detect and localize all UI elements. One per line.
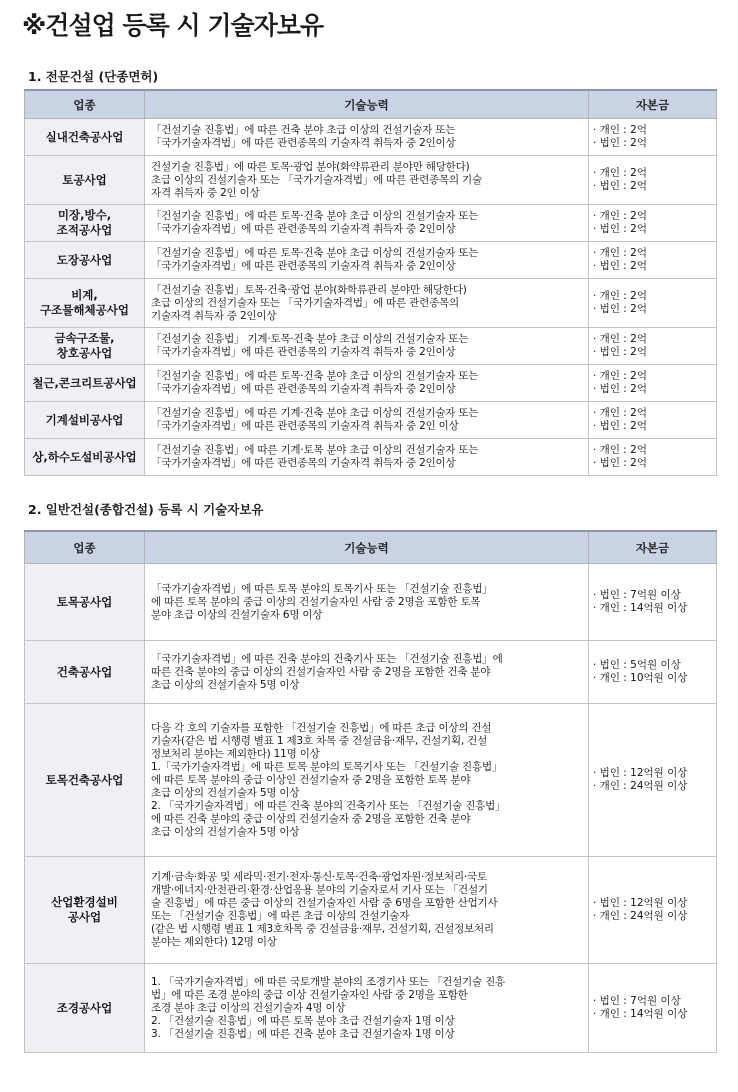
table-row <box>25 242 717 279</box>
industry-name: 건축공사업 <box>25 641 145 704</box>
header-capital: 자본금 <box>589 90 717 119</box>
table-header-row <box>25 531 717 564</box>
capital-requirement: · 법인 : 12억원 이상 · 개인 : 24억원 이상 <box>589 857 717 964</box>
table-row <box>25 365 717 402</box>
capital-requirement: · 법인 : 7억원 이상 · 개인 : 14억원 이상 <box>589 564 717 641</box>
industry-name: 토목건축공사업 <box>25 704 145 857</box>
table-row <box>25 564 717 641</box>
table-row <box>25 156 717 205</box>
table-row <box>25 439 717 476</box>
skill-requirement: 다음 각 호의 기술자를 포함한 「건설기술 진흥법」에 따른 초급 이상의 건설 기술자(같은 법 시행령 별표 1 제3호 차목 중 건설금융·재무, 건설기획, 건설 정보처리 분야는 제외한다) 11명 이상 1.「국가기술자격법」에 따른 토목 분야의 토목기사 또는 「건설기술 진흥법」 에 따른 토목 분야의 중급 이상인 건설기술자 중 2명을 포함한 토목 분야 초급 이상의 건설기술자 5명 이상 2. 「국가기술자격법」에 따른 건축 분야의 건축기사 또는 「건설기술 진흥법」 에 따른 건축 분야의 중급 이상의 건설기술자 중 2명을 포함한 건축 분야 초급 이상의 건설기술자 5명 이상 <box>145 704 589 857</box>
general-construction-table <box>24 530 717 1053</box>
skill-requirement: 「건설기술 진흥법」에 따른 토목·건축 분야 초급 이상의 건설기술자 또는 「국가기술자격법」에 따른 관련종목의 기술자격 취득자 중 2인이상 <box>145 242 589 279</box>
skill-requirement: 「건설기술 진흥법」토목·건축·광업 분야(화학류관리 분야만 해당한다) 초급 이상의 건설기술자 또는 「국가기술자격법」에 따른 관련종목의 기술자격 취득자 중 2인이상 <box>145 279 589 328</box>
capital-requirement: · 개인 : 2억 · 법인 : 2억 <box>589 439 717 476</box>
skill-requirement: 기계·금속·화공 및 세라믹·전기·전자·통신·토목·건축·광업자원·정보처리·국토 개발·에너지·안전관리·환경·산업응용 분야의 기술자로서 기사 또는 「건설기 술 진흥법」에 따른 중급 이상의 건설기술자인 사람 중 6명을 포함한 산업기사 또는 「건설기술 진흥법」에 따른 초급 이상의 건설기술자 (같은 법 시행령 별표 1 제3호차목 중 건설금융·재무, 건설기획, 건설정보처리 분야는 제외한다) 12명 이상 <box>145 857 589 964</box>
industry-name: 철근,콘크리트공사업 <box>25 365 145 402</box>
page-title: ※건설업 등록 시 기술자보유 <box>22 11 324 40</box>
capital-requirement: · 개인 : 2억 · 법인 : 2억 <box>589 402 717 439</box>
capital-requirement: · 개인 : 2억 · 법인 : 2억 <box>589 279 717 328</box>
skill-requirement: 「건설기술 진흥법」에 따른 토목·건축 분야 초급 이상의 건설기술자 또는 「국가기술자격법」에 따른 관련종목의 기술자격 취득자 중 2인이상 <box>145 365 589 402</box>
capital-requirement: · 개인 : 2억 · 법인 : 2억 <box>589 205 717 242</box>
table-row <box>25 279 717 328</box>
industry-name: 상,하수도설비공사업 <box>25 439 145 476</box>
section-title-general: 2. 일반건설(종합건설) 등록 시 기술자보유 <box>28 502 264 517</box>
capital-requirement: · 개인 : 2억 · 법인 : 2억 <box>589 328 717 365</box>
section-title-specialty: 1. 전문건설 (단종면허) <box>28 69 159 84</box>
table-row <box>25 328 717 365</box>
skill-requirement: 「건설기술 진흥법」에 따른 기계·건축 분야 초급 이상의 건설기술자 또는 「국가기술자격법」에 따른 관련종목의 기술자격 취득자 중 2인 이상 <box>145 402 589 439</box>
table-row <box>25 964 717 1053</box>
table-row <box>25 205 717 242</box>
table-row <box>25 119 717 156</box>
skill-requirement: 「건설기술 진흥법」에 따른 건축 분야 초급 이상의 건설기술자 또는 「국가기술자격법」에 따른 관련종목의 기술자격 취득자 중 2인이상 <box>145 119 589 156</box>
skill-requirement: 「국가기술자격법」에 따른 건축 분야의 건축기사 또는 「건설기술 진흥법」에 따른 건축 분야의 중급 이상의 건설기술자인 사람 중 2명을 포함한 건축 분야 초급 이상의 건설기술자 5명 이상 <box>145 641 589 704</box>
skill-requirement: 건설기술 진흥법」에 따른 토목·광업 분야(화약류관리 분야만 해당한다) 초급 이상의 건설기술자 또는 「국가기술자격법」에 따른 관련종목의 기술 자격 취득자 중 2인 이상 <box>145 156 589 205</box>
industry-name: 토공사업 <box>25 156 145 205</box>
capital-requirement: · 개인 : 2억 · 법인 : 2억 <box>589 156 717 205</box>
table-row <box>25 857 717 964</box>
capital-requirement: · 법인 : 12억원 이상 · 개인 : 24억원 이상 <box>589 704 717 857</box>
skill-requirement: 「국가기술자격법」에 따른 토목 분야의 토목기사 또는 「건설기술 진흥법」 에 따른 토목 분야의 중급 이상의 건설기술자인 사람 중 2명을 포함한 토목 분야 초급 이상의 건설기술자 6명 이상 <box>145 564 589 641</box>
industry-name: 도장공사업 <box>25 242 145 279</box>
skill-requirement: 「건설기술 진흥법」에 따른 토목·건축 분야 초급 이상의 건설기술자 또는 「국가기술자격법」에 따른 관련종목의 기술자격 취득자 중 2인이상 <box>145 205 589 242</box>
capital-requirement: · 개인 : 2억 · 법인 : 2억 <box>589 242 717 279</box>
skill-requirement: 「건설기술 진흥법」 기계·토목·건축 분야 초급 이상의 건설기술자 또는 「국가기술자격법」에 따른 관련종목의 기술자격 취득자 중 2인이상 <box>145 328 589 365</box>
industry-name: 기계설비공사업 <box>25 402 145 439</box>
skill-requirement: 「건설기술 진흥법」에 따른 기계·토목 분야 초급 이상의 건설기술자 또는 「국가기술자격법」에 따른 관련종목의 기술자격 취득자 중 2인이상 <box>145 439 589 476</box>
header-skill: 기술능력 <box>145 531 589 564</box>
industry-name: 미장,방수, 조적공사업 <box>25 205 145 242</box>
header-type: 업종 <box>25 531 145 564</box>
capital-requirement: · 개인 : 2억 · 법인 : 2억 <box>589 119 717 156</box>
capital-requirement: · 개인 : 2억 · 법인 : 2억 <box>589 365 717 402</box>
header-skill: 기술능력 <box>145 90 589 119</box>
header-capital: 자본금 <box>589 531 717 564</box>
industry-name: 금속구조물, 창호공사업 <box>25 328 145 365</box>
table-header-row <box>25 90 717 119</box>
header-type: 업종 <box>25 90 145 119</box>
table-row <box>25 704 717 857</box>
industry-name: 비계, 구조물해체공사업 <box>25 279 145 328</box>
capital-requirement: · 법인 : 5억원 이상 · 개인 : 10억원 이상 <box>589 641 717 704</box>
industry-name: 조경공사업 <box>25 964 145 1053</box>
industry-name: 토목공사업 <box>25 564 145 641</box>
capital-requirement: · 법인 : 7억원 이상 · 개인 : 14억원 이상 <box>589 964 717 1053</box>
table-row <box>25 641 717 704</box>
specialty-construction-table <box>24 89 717 476</box>
skill-requirement: 1. 「국가기술자격법」에 따른 국토개발 분야의 조경기사 또는 「건설기술 진흥 법」에 따른 조경 분야의 중급 이상 건설기술자인 사람 중 2명을 포함한 조경 분야 초급 이상의 건설기술자 4명 이상 2. 「건설기술 진흥법」에 따른 토목 분야 초급 건설기술자 1명 이상 3. 「건설기술 진흥법」에 따른 건축 분야 초급 건설기술자 1명 이상 <box>145 964 589 1053</box>
industry-name: 산업환경설비 공사업 <box>25 857 145 964</box>
table-row <box>25 402 717 439</box>
industry-name: 실내건축공사업 <box>25 119 145 156</box>
